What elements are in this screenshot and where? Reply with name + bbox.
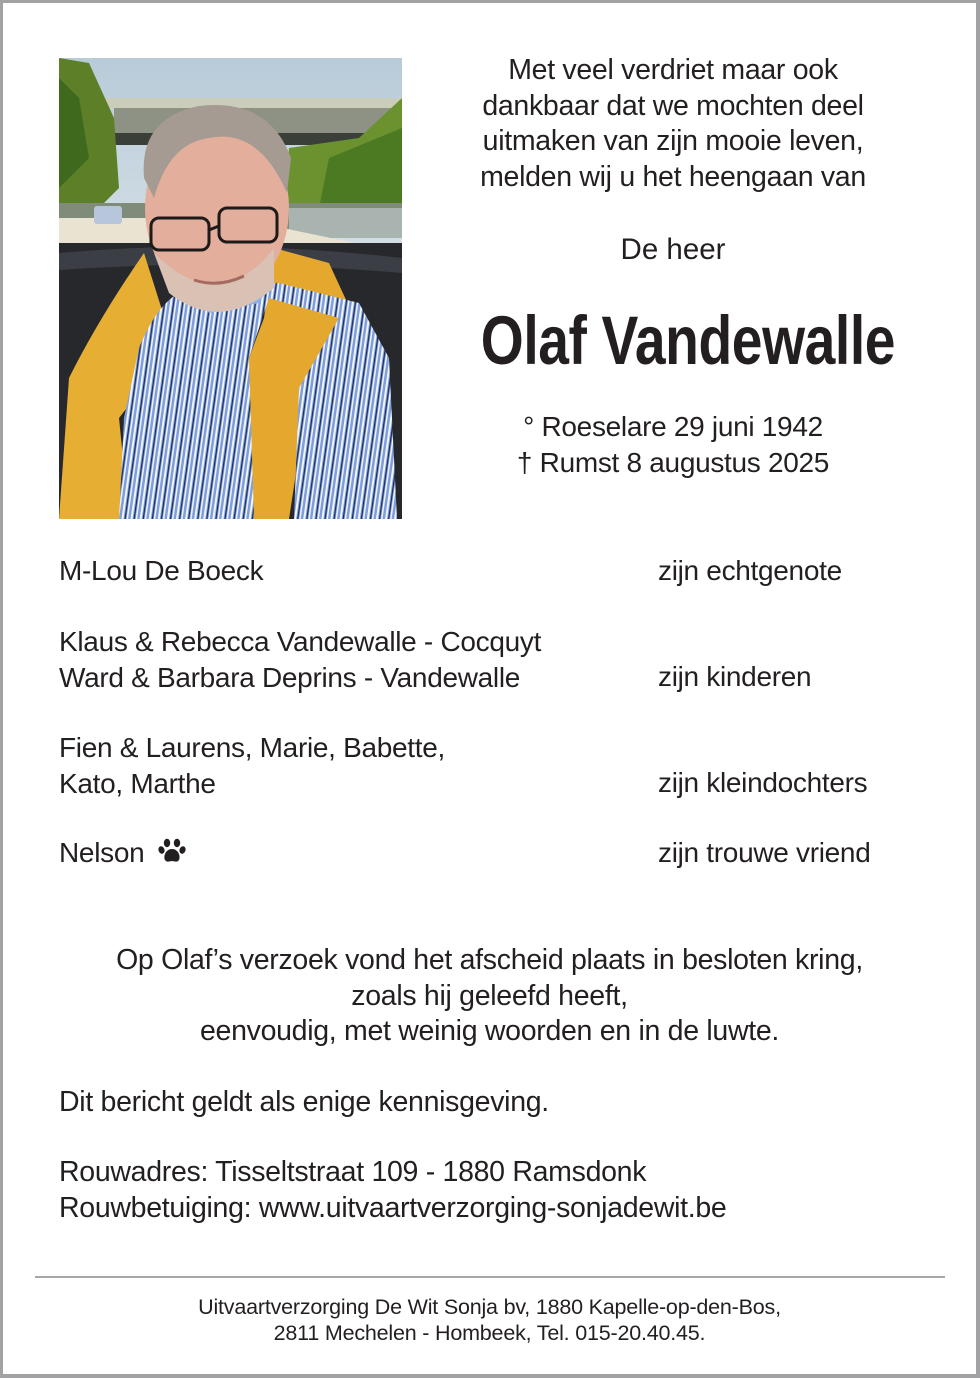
contact-info — [59, 1155, 726, 1226]
family-spouse-names — [59, 553, 263, 589]
footer-divider — [35, 1276, 945, 1278]
closing-line: Op Olaf’s verzoek vond het afscheid plaats in besloten kring, — [116, 944, 863, 976]
footer-line: Uitvaartverzorging De Wit Sonja bv, 1880 Kapelle-op-den-Bos, — [198, 1295, 781, 1319]
family-name: M-Lou De Boeck — [59, 555, 264, 586]
death-notice-page — [3, 3, 976, 1374]
birth-date: ° Roeselare 29 juni 1942 — [523, 411, 823, 442]
closing-text — [23, 943, 956, 1050]
intro-text — [433, 53, 913, 195]
intro-line: dankbaar dat we mochten deel — [482, 89, 864, 122]
mourning-address: Rouwadres: Tisseltstraat 109 - 1880 Ramsdonk — [59, 1156, 647, 1188]
family-name: Nelson — [59, 837, 145, 868]
family-name: Fien & Laurens, Marie, Babette, — [59, 732, 446, 763]
family-name: Ward & Barbara Deprins - Vandewalle — [59, 661, 521, 693]
paw-icon — [158, 837, 186, 873]
portrait-photo — [59, 58, 402, 519]
condolences-website[interactable]: Rouwbetuiging: www.uitvaartverzorging-sonjadewit.be — [59, 1191, 727, 1224]
family-spouse-relation: zijn echtgenote — [658, 555, 842, 586]
notice-text: Dit bericht geldt als enige kennisgeving. — [59, 1086, 549, 1118]
deceased-name — [403, 301, 973, 381]
closing-line: eenvoudig, met weinig woorden en in de luwte. — [199, 1015, 780, 1047]
family-grandchildren-relation: zijn kleindochters — [658, 767, 868, 798]
deceased-name-text: Olaf Vandewalle — [480, 302, 896, 379]
intro-line: melden wij u het heengaan van — [480, 160, 866, 193]
intro-line: Met veel verdriet maar ook — [508, 54, 838, 86]
intro-line: uitmaken van zijn mooie leven, — [482, 125, 864, 157]
family-children-relation: zijn kinderen — [658, 661, 812, 692]
death-date: † Rumst 8 augustus 2025 — [516, 447, 830, 478]
family-grandchildren-names — [59, 730, 445, 801]
funeral-home-footer — [23, 1294, 956, 1346]
family-pet-relation: zijn trouwe vriend — [658, 837, 871, 868]
life-dates — [433, 409, 913, 481]
family-children-names — [59, 624, 541, 695]
family-pet-names — [59, 835, 186, 873]
family-name: Klaus & Rebecca Vandewalle - Cocquyt — [59, 626, 542, 657]
closing-line: zoals hij geleefd heeft, — [351, 979, 628, 1012]
honorific-title: De heer — [620, 233, 726, 266]
footer-line: 2811 Mechelen - Hombeek, Tel. 015-20.40.45. — [273, 1321, 706, 1345]
family-name: Kato, Marthe — [59, 767, 216, 799]
